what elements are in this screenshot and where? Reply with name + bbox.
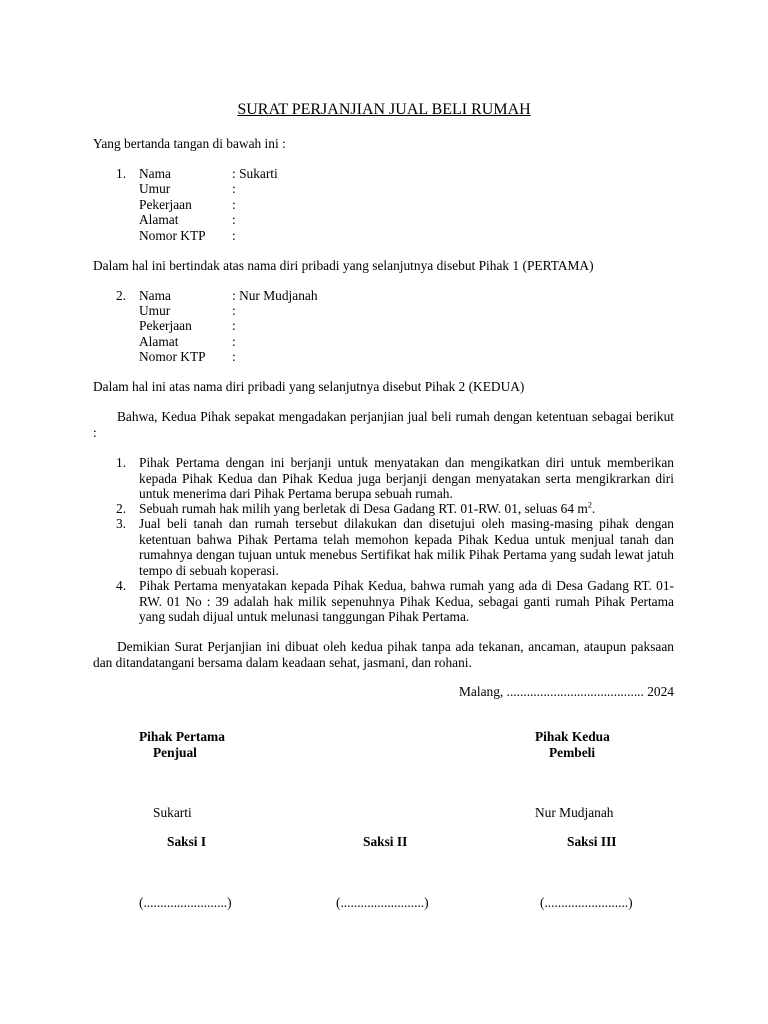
party1-label-nama: Nama bbox=[139, 166, 171, 181]
party2-value-ktp: : bbox=[232, 349, 236, 364]
witness-2-blank: (.........................) bbox=[336, 895, 429, 910]
party1-label-umur: Umur bbox=[139, 181, 171, 196]
party2-label-umur: Umur bbox=[139, 303, 171, 318]
party2-label-alamat: Alamat bbox=[139, 334, 179, 349]
party2-value-alamat: : bbox=[232, 334, 236, 349]
term-3-text: Jual beli tanah dan rumah tersebut dilakukan dan disetujui oleh masing-masing pihak dengan ketentuan bahwa Pihak Pertama telah memohon kepada Pihak Kedua untuk menjual tanah dan rumahnya dengan tujuan untuk menebus Sertifikat hak milik Pihak Pertama yang sudah lewat jatuh tempo di sebuah koperasi. bbox=[139, 516, 674, 578]
party1-number: 1. bbox=[116, 166, 127, 181]
first-party-name: Sukarti bbox=[153, 805, 192, 820]
witness-2-label: Saksi II bbox=[363, 834, 408, 849]
term-3-number: 3. bbox=[116, 516, 127, 531]
term-4-number: 4. bbox=[116, 578, 127, 593]
party2-label-ktp: Nomor KTP bbox=[139, 349, 206, 364]
second-party-subrole: Pembeli bbox=[549, 745, 596, 760]
party1-value-nama: : Sukarti bbox=[232, 166, 278, 181]
party1-label-pekerjaan: Pekerjaan bbox=[139, 197, 192, 212]
party2-value-nama: : Nur Mudjanah bbox=[232, 288, 318, 303]
term-4-text: Pihak Pertama menyatakan kepada Pihak Kedua, bahwa rumah yang ada di Desa Gadang RT. 01-RW. 01 No : 39 adalah hak milik sepenuhnya Pihak Kedua, sebagai ganti rumah Pihak Pertama yang sudah dijual untuk melunasi tanggungan Pihak Pertama. bbox=[139, 578, 674, 624]
party2-number: 2. bbox=[116, 288, 127, 303]
first-party-role: Pihak Pertama bbox=[139, 729, 225, 744]
second-party-name: Nur Mudjanah bbox=[535, 805, 614, 820]
party1-value-ktp: : bbox=[232, 228, 236, 243]
term-2-text bbox=[139, 501, 595, 517]
party1-value-pekerjaan: : bbox=[232, 197, 236, 212]
term-2-number: 2. bbox=[116, 501, 127, 516]
witness-3-label: Saksi III bbox=[567, 834, 617, 849]
party1-value-umur: : bbox=[232, 181, 236, 196]
party1-statement: Dalam hal ini bertindak atas nama diri pribadi yang selanjutnya disebut Pihak 1 (PERTAMA) bbox=[93, 258, 594, 273]
party2-label-nama: Nama bbox=[139, 288, 171, 303]
term-2-superscript: 2 bbox=[587, 500, 592, 510]
term-2-after: . bbox=[591, 501, 596, 516]
first-party-subrole: Penjual bbox=[153, 745, 197, 760]
party2-statement: Dalam hal ini atas nama diri pribadi yang selanjutnya disebut Pihak 2 (KEDUA) bbox=[93, 379, 525, 394]
agreement-intro: Bahwa, Kedua Pihak sepakat mengadakan perjanjian jual beli rumah dengan ketentuan sebagai berikut : bbox=[93, 409, 674, 440]
party1-value-alamat: : bbox=[232, 212, 236, 227]
witness-3-blank: (.........................) bbox=[540, 895, 633, 910]
place-date: Malang, ......................................... 2024 bbox=[459, 684, 674, 699]
party1-label-ktp: Nomor KTP bbox=[139, 228, 206, 243]
witness-1-label: Saksi I bbox=[167, 834, 207, 849]
intro-text: Yang bertanda tangan di bawah ini : bbox=[93, 136, 286, 151]
party1-label-alamat: Alamat bbox=[139, 212, 179, 227]
party2-label-pekerjaan: Pekerjaan bbox=[139, 318, 192, 333]
closing-paragraph: Demikian Surat Perjanjian ini dibuat oleh kedua pihak tanpa ada tekanan, ancaman, ataupun paksaan dan ditandatangani bersama dalam keadaan sehat, jasmani, dan rohani. bbox=[93, 639, 674, 670]
second-party-role: Pihak Kedua bbox=[535, 729, 610, 744]
term-1-text: Pihak Pertama dengan ini berjanji untuk menyatakan dan mengikatkan diri untuk memberikan kepada Pihak Kedua dan Pihak Kedua juga berjanji dengan menyatakan serta mengikrarkan diri untuk menerima dari Pihak Pertama berupa sebuah rumah. bbox=[139, 455, 674, 501]
witness-1-blank: (.........................) bbox=[139, 895, 232, 910]
document-title: SURAT PERJANJIAN JUAL BELI RUMAH bbox=[237, 101, 531, 118]
term-1-number: 1. bbox=[116, 455, 127, 470]
term-2-main: Sebuah rumah hak milih yang berletak di Desa Gadang RT. 01-RW. 01, seluas 64 m bbox=[139, 501, 588, 516]
party2-value-pekerjaan: : bbox=[232, 318, 236, 333]
party2-value-umur: : bbox=[232, 303, 236, 318]
